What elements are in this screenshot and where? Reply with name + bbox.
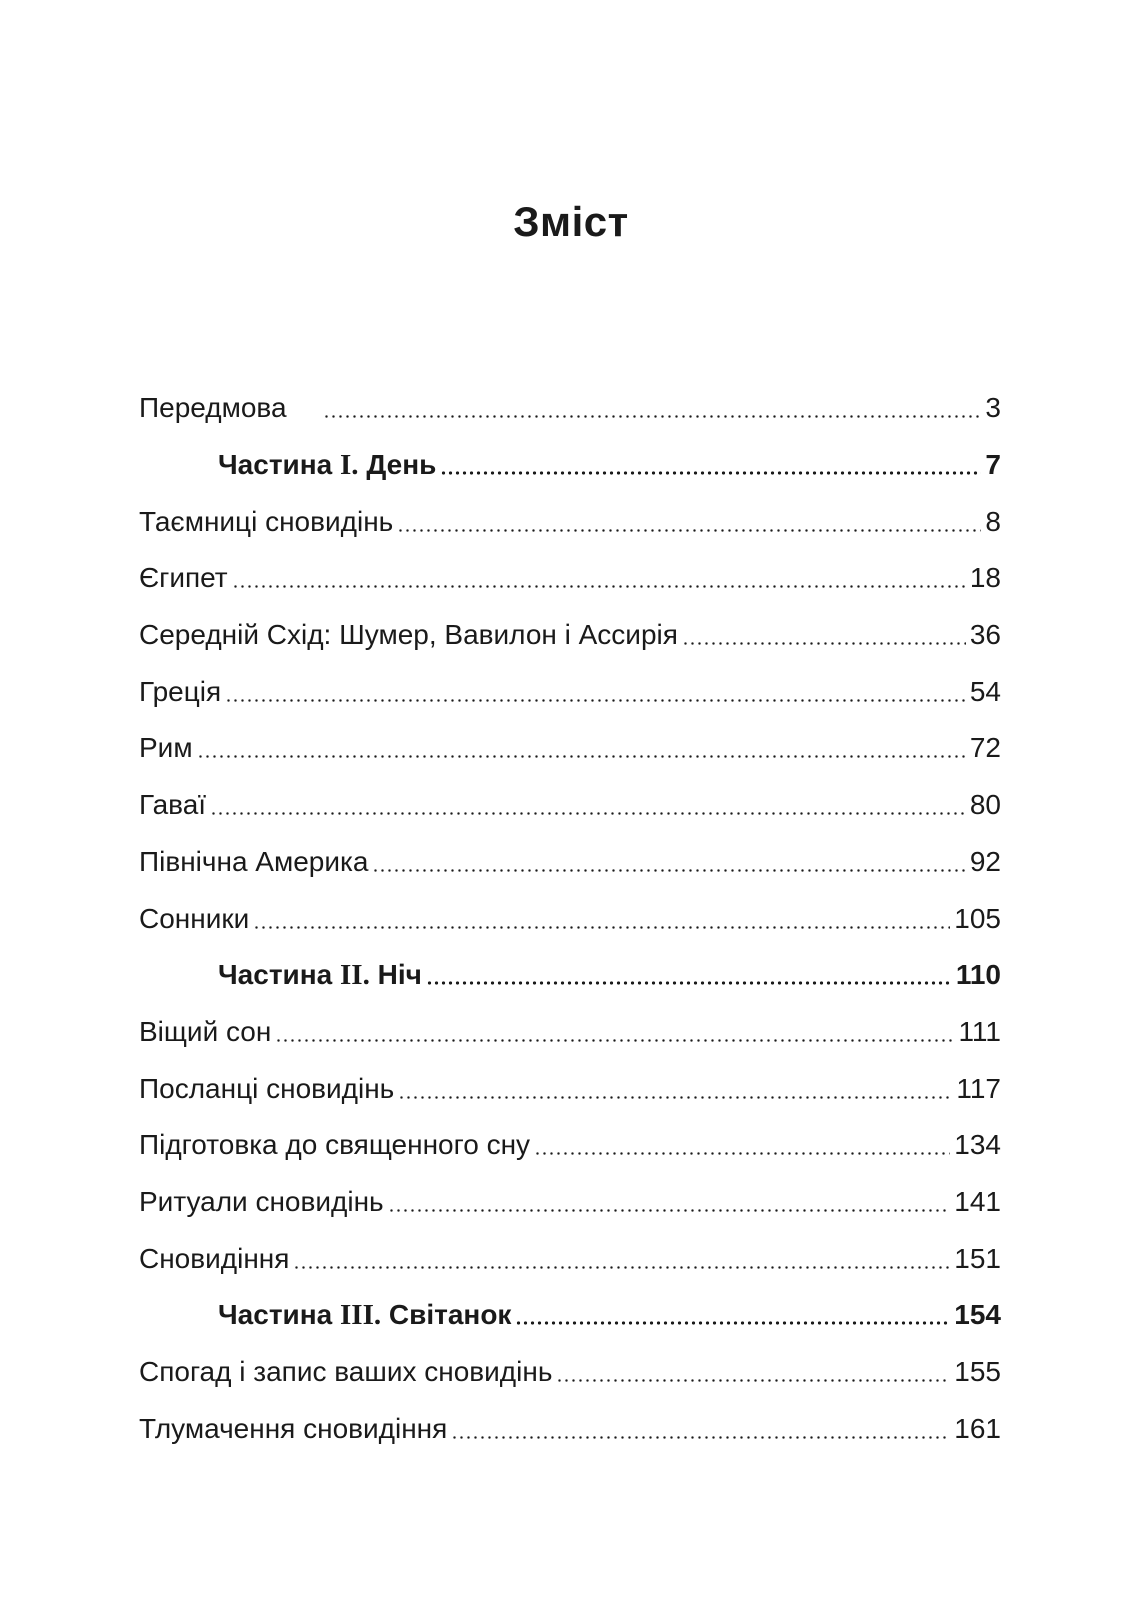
part-name: День [366, 448, 437, 480]
toc-page-number: 18 [969, 562, 1001, 594]
toc-page-number: 161 [954, 1412, 1001, 1444]
page-title: Зміст [513, 198, 629, 245]
part-label: Частина [218, 448, 333, 480]
toc-entry[interactable] [139, 1400, 1001, 1457]
toc-entry-title: Середній Схід: Шумер, Вавилон і Ассирія [139, 619, 678, 651]
toc-page-number: 92 [969, 845, 1001, 877]
toc-entry-title: Тлумачення сновидіння [139, 1412, 448, 1444]
toc-entry[interactable] [139, 1004, 1001, 1061]
toc-page-number: 151 [954, 1242, 1001, 1274]
toc-entry-title: Передмова [139, 392, 287, 424]
toc-page-number: 117 [956, 1072, 1001, 1104]
toc-entry[interactable] [139, 493, 1001, 550]
toc-entry[interactable] [139, 1230, 1001, 1287]
dot-leader [556, 1358, 950, 1386]
dot-leader [323, 394, 982, 422]
table-of-contents [139, 380, 1001, 1457]
toc-entry-title: Таємниці сновидінь [139, 505, 394, 537]
toc-entry-title: Посланці сновидінь [139, 1072, 395, 1104]
toc-entry-title: Сонники [139, 902, 250, 934]
dot-leader [682, 621, 966, 649]
toc-entry[interactable] [139, 1174, 1001, 1231]
toc-page-number: 141 [954, 1185, 1001, 1217]
toc-part-title [218, 1298, 512, 1331]
dot-leader [397, 508, 981, 536]
toc-part-title [218, 958, 422, 991]
dot-leader [398, 1075, 952, 1103]
toc-page-number: 105 [954, 902, 1001, 934]
toc-entry-title: Ритуали сновидінь [139, 1185, 384, 1217]
part-numeral: II. [340, 958, 370, 991]
toc-entry-title: Греція [139, 675, 222, 707]
toc-entry-title: Спогад і запис ваших сновидінь [139, 1356, 553, 1388]
toc-entry[interactable] [139, 1344, 1001, 1401]
toc-entry[interactable] [139, 1117, 1001, 1174]
toc-entry-preface[interactable] [139, 380, 1001, 437]
toc-page-number: 7 [985, 449, 1001, 481]
toc-page-number: 3 [985, 392, 1001, 424]
toc-entry-title: Єгипет [139, 562, 228, 594]
toc-page-number: 80 [969, 789, 1001, 821]
toc-entry[interactable] [139, 607, 1001, 664]
toc-page-number: 110 [955, 959, 1001, 991]
part-name: Ніч [377, 958, 422, 990]
toc-entry[interactable] [139, 720, 1001, 777]
part-numeral: III. [340, 1298, 382, 1331]
dot-leader [210, 791, 966, 819]
toc-page-number: 111 [958, 1015, 1001, 1047]
dot-leader [225, 678, 966, 706]
toc-page-number: 36 [969, 619, 1001, 651]
toc-page-number: 134 [954, 1129, 1001, 1161]
toc-entry-title: Віщий сон [139, 1015, 272, 1047]
dot-leader [426, 961, 952, 989]
toc-page-number: 155 [954, 1356, 1001, 1388]
toc-entry-title: Підготовка до священного сну [139, 1129, 531, 1161]
dot-leader [232, 564, 966, 592]
toc-page-number: 54 [969, 675, 1001, 707]
dot-leader [440, 451, 981, 479]
dot-leader [197, 734, 966, 762]
dot-leader [451, 1415, 950, 1443]
dot-leader [372, 848, 965, 876]
toc-entry[interactable] [139, 777, 1001, 834]
dot-leader [388, 1188, 951, 1216]
dot-leader [515, 1301, 950, 1329]
toc-part-3[interactable] [139, 1287, 1001, 1344]
toc-page-number: 154 [954, 1299, 1001, 1331]
toc-entry[interactable] [139, 663, 1001, 720]
toc-entry-title: Гаваї [139, 789, 207, 821]
part-numeral: I. [340, 448, 359, 481]
toc-part-1[interactable] [139, 437, 1001, 494]
dot-leader [293, 1245, 950, 1273]
dot-leader [534, 1131, 950, 1159]
part-name: Світанок [388, 1298, 512, 1330]
dot-leader [275, 1018, 954, 1046]
toc-entry[interactable] [139, 1060, 1001, 1117]
dot-leader [253, 905, 950, 933]
toc-entry-title: Північна Америка [139, 845, 369, 877]
toc-page-number: 72 [969, 732, 1001, 764]
toc-page-number: 8 [985, 505, 1001, 537]
toc-entry[interactable] [139, 550, 1001, 607]
toc-entry[interactable] [139, 890, 1001, 947]
toc-part-title [218, 448, 437, 481]
part-label: Частина [218, 1298, 333, 1330]
toc-entry[interactable] [139, 834, 1001, 891]
toc-entry-title: Рим [139, 732, 193, 764]
toc-entry-title: Сновидіння [139, 1242, 290, 1274]
part-label: Частина [218, 958, 333, 990]
toc-part-2[interactable] [139, 947, 1001, 1004]
